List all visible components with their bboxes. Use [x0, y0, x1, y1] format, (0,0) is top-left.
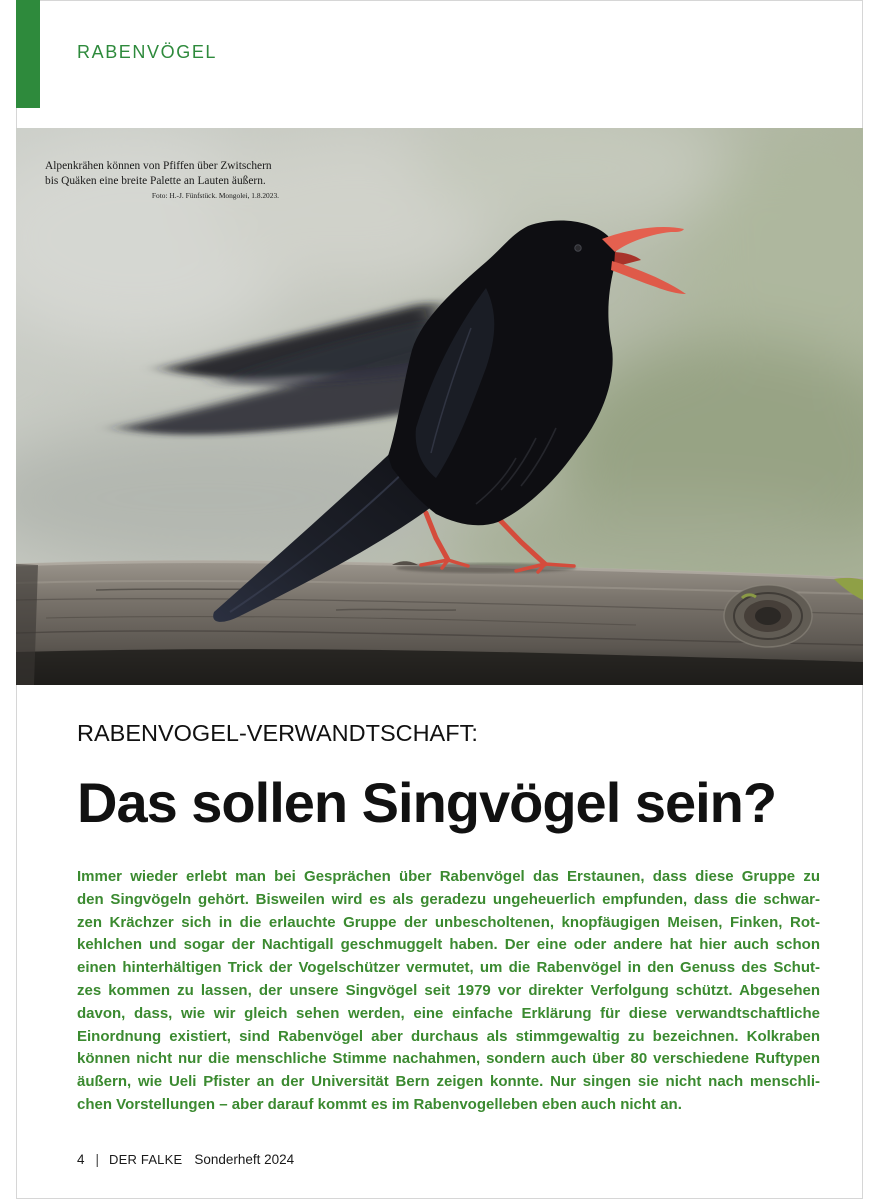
photo-credit: Foto: H.-J. Fünfstück. Mongolei, 1.8.2023. [151, 191, 279, 200]
page-footer [77, 1151, 294, 1169]
body-line: den Singvögeln gehört. Bisweilen wird es als geradezu ungeheuerlich empfunden, dass die schwar- [77, 890, 820, 908]
issue-name: Sonderheft 2024 [194, 1152, 295, 1167]
article-title: Das sollen Singvögel sein? [77, 771, 777, 834]
photo-caption [45, 159, 279, 201]
body-line: äußern, wie Ueli Pfister an der Universität Bern zeigen konnte. Nur singen sie nicht nach menschli- [77, 1073, 820, 1091]
body-line: Einordnung existiert, sind Rabenvögel aber durchaus als stimmgewaltig zu bezeichnen. Kolkraben [77, 1027, 820, 1045]
page-number: 4 [77, 1152, 85, 1167]
magazine-name: DER FALKE [109, 1152, 183, 1167]
footer-separator: | [95, 1152, 100, 1167]
bird-eye [575, 245, 581, 251]
body-line: können nicht nur die menschliche Stimme nachahmen, sondern auch über 80 verschiedene Ruftypen [77, 1050, 820, 1068]
body-line: einen hinterhältigen Trick der Vogelschützer vermutet, um die Rabenvögel in den Genuss des Schut- [77, 959, 820, 977]
article-body [77, 866, 820, 1117]
wooden-log [16, 561, 863, 685]
photo-scene [16, 128, 863, 685]
article-kicker: RABENVOGEL-VERWANDTSCHAFT: [77, 720, 478, 746]
body-line: zes kommen zu lassen, der unsere Singvögel seit 1979 vor direkter Verfolgung schützt. Abgesehen [77, 981, 820, 999]
body-line: kehlchen und sogar der Nachtigall geschmuggelt haben. Der eine oder andere hat hier auch schon [77, 936, 820, 954]
caption-line: bis Quäken eine breite Palette an Lauten äußern. [45, 175, 266, 187]
section-label: RABENVÖGEL [77, 42, 218, 62]
article-photo [16, 128, 863, 685]
body-line: Immer wieder erlebt man bei Gesprächen über Rabenvögel das Erstaunen, dass diese Gruppe zu [77, 868, 820, 885]
body-line: davon, dass, wie wir gleich sehen werden, eine einfache Erklärung für diese verwandtschaftliche [77, 1004, 820, 1022]
section-color-bar [16, 0, 40, 108]
caption-line: Alpenkrähen können von Pfiffen über Zwitschern [45, 160, 272, 172]
log-knot [724, 585, 812, 647]
body-line: chen Vorstellungen – aber darauf kommt es im Rabenvogelleben eben auch nicht an. [77, 1095, 682, 1113]
body-line: zen Krächzer sich in die erlauchte Gruppe der unbescholtenen, knopfäugigen Meisen, Finken, Rot- [77, 913, 820, 931]
